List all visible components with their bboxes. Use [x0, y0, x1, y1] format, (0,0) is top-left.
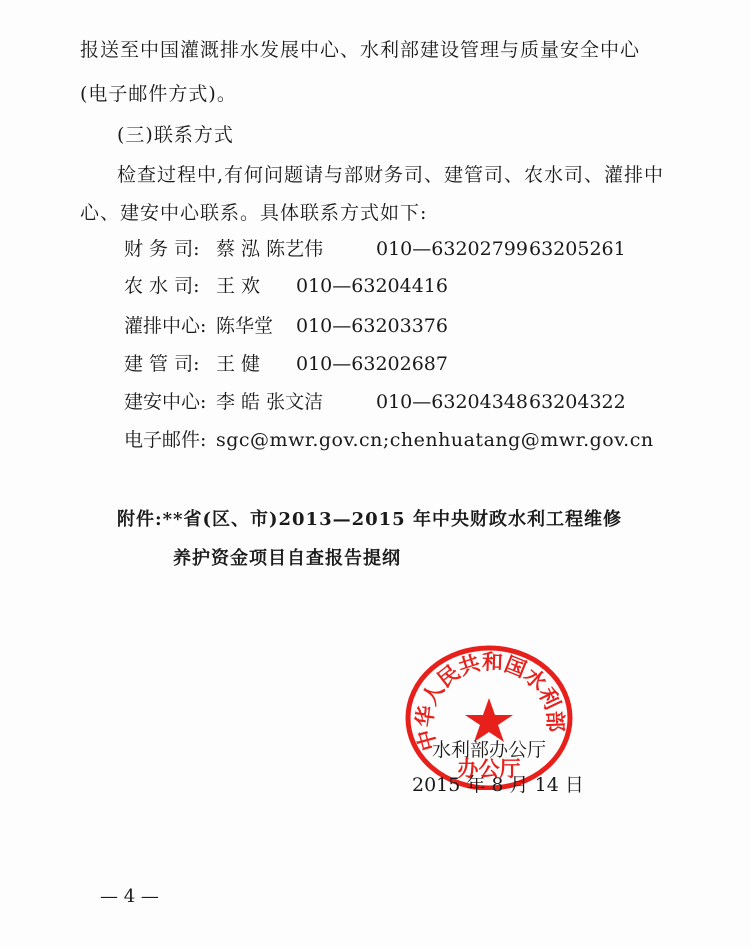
- contact-phone: 010—63203376: [296, 315, 448, 337]
- attachment-line: 附件:**省(区、市)2013—2015 年中央财政水利工程维修: [117, 509, 622, 530]
- contact-dept: 农 水 司:: [124, 275, 200, 297]
- page-number: — 4 —: [100, 886, 159, 907]
- contact-phone2: 63205261: [529, 238, 626, 260]
- contact-phone: 010—63202687: [296, 353, 448, 375]
- contact-dept: 财 务 司:: [124, 238, 200, 260]
- paragraph-line: 报送至中国灌溉排水发展中心、水利部建设管理与质量安全中心: [80, 39, 641, 61]
- contact-dept: 建 管 司:: [124, 353, 200, 375]
- official-seal: [400, 640, 575, 790]
- paragraph-line: 心、建安中心联系。具体联系方式如下:: [80, 202, 428, 224]
- email-label: 电子邮件:: [124, 429, 207, 451]
- svg-text:办公厅: 办公厅: [457, 757, 521, 781]
- paragraph-line: (电子邮件方式)。: [80, 83, 237, 105]
- contact-names: 王 健: [216, 353, 261, 375]
- email-value: sgc@mwr.gov.cn;chenhuatang@mwr.gov.cn: [216, 429, 654, 451]
- contact-phone: 010—63202799: [376, 238, 528, 260]
- contact-names: 蔡 泓 陈艺伟: [216, 238, 324, 260]
- signature-date: 2015 年 8 月 14 日: [412, 774, 584, 796]
- contact-phone: 010—63204348: [376, 391, 528, 413]
- contact-names: 陈华堂: [216, 315, 274, 337]
- contact-names: 王 欢: [216, 275, 261, 297]
- paragraph-line: 检查过程中,有何问题请与部财务司、建管司、农水司、灌排中: [117, 164, 665, 186]
- contact-names: 李 皓 张文洁: [216, 391, 324, 413]
- signature-org: 水利部办公厅: [432, 739, 547, 761]
- contact-dept: 建安中心:: [124, 391, 207, 413]
- attachment-line: 养护资金项目自查报告提纲: [173, 548, 401, 569]
- contact-dept: 灌排中心:: [124, 315, 207, 337]
- svg-text:中华人民共和国水利部: 中华人民共和国水利部: [412, 649, 568, 754]
- contact-phone: 010—63204416: [296, 275, 448, 297]
- section-heading: (三)联系方式: [117, 124, 234, 146]
- contact-phone2: 63204322: [529, 391, 626, 413]
